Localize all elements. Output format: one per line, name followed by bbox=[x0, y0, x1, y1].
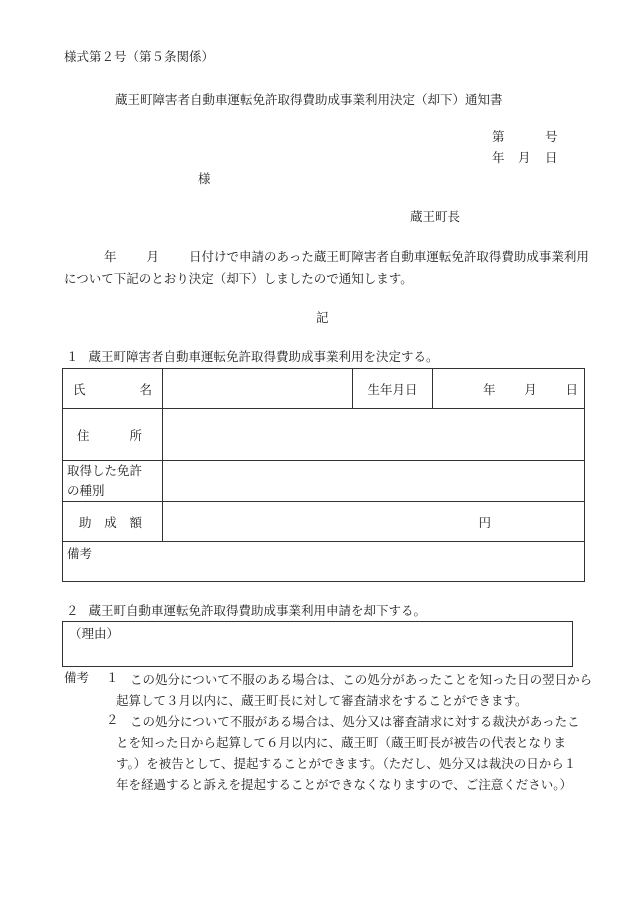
note1-number: １ bbox=[106, 670, 119, 685]
date-year: 年 bbox=[492, 150, 505, 165]
recipient-table bbox=[62, 368, 585, 582]
amount-label-cell bbox=[63, 502, 163, 542]
birth-label-cell bbox=[353, 369, 433, 409]
license-value-cell bbox=[163, 461, 585, 502]
remarks-label: 備考 bbox=[67, 546, 93, 561]
section1-text: 蔵王町障害者自動車運転免許取得費助成事業利用を決定する。 bbox=[88, 349, 439, 364]
document-title: 蔵王町障害者自動車運転免許取得費助成事業利用決定（却下）通知書 bbox=[115, 92, 503, 107]
birth-year: 年 bbox=[483, 381, 496, 397]
license-row bbox=[63, 461, 585, 502]
note2-text: この処分について不服がある場合は、処分又は審査請求に対する裁決があったことを知った日から起算して６月以内に、蔵王町（蔵王町長が被告の代表となります。）を被告として、提起することができます。（ただし、処分又は裁決の日から１年を経過すると訴えを提起することができなくなりますので、ご注意ください。） bbox=[116, 714, 580, 792]
notes-label: 備考 bbox=[64, 670, 90, 685]
sender: 蔵王町長 bbox=[410, 209, 461, 224]
birth-label: 生年月日 bbox=[367, 381, 418, 397]
note2-number: ２ bbox=[106, 712, 119, 727]
section2-text: 蔵王町自動車運転免許取得費助成事業利用申請を却下する。 bbox=[88, 603, 427, 618]
birth-month: 月 bbox=[524, 381, 537, 397]
name-value-cell bbox=[163, 369, 353, 409]
doc-number-dai: 第 bbox=[492, 129, 505, 144]
ki-heading: 記 bbox=[316, 310, 329, 325]
birth-value-cell bbox=[433, 369, 585, 409]
amount-row bbox=[63, 502, 585, 542]
name-label-c1: 氏 bbox=[73, 381, 86, 397]
date-month: 月 bbox=[518, 150, 531, 165]
name-row bbox=[63, 369, 585, 409]
remarks-row bbox=[63, 542, 585, 582]
amount-value-cell bbox=[163, 502, 585, 542]
section1-number: １ bbox=[66, 349, 79, 364]
license-label-line2: の種別 bbox=[67, 483, 105, 498]
section2-heading bbox=[66, 603, 426, 618]
note1-text: この処分について不服のある場合は、この処分があったことを知った日の翌日から起算して３月以内に、蔵王町長に対して審査請求をすることができます。 bbox=[116, 672, 593, 708]
address-label-c2: 所 bbox=[129, 427, 142, 443]
address-label-cell bbox=[63, 409, 163, 461]
birth-day: 日 bbox=[565, 381, 578, 397]
doc-number-go: 号 bbox=[545, 129, 558, 144]
address-value-cell bbox=[163, 409, 585, 461]
license-label-cell bbox=[63, 461, 163, 502]
license-label-line1: 取得した免許 bbox=[67, 463, 143, 478]
name-label-cell bbox=[63, 369, 163, 409]
amount-label-c1: 助 bbox=[79, 514, 92, 530]
body-month: 月 bbox=[146, 249, 160, 264]
address-label-c1: 住 bbox=[77, 427, 90, 443]
body-text: 日付けで申請のあった蔵王町障害者自動車運転免許取得費助成事業利用について下記のとおり決定（却下）しましたので通知します。 bbox=[64, 249, 589, 286]
body-paragraph bbox=[64, 246, 594, 290]
addressee-suffix: 様 bbox=[198, 171, 211, 186]
address-row bbox=[63, 409, 585, 461]
body-year: 年 bbox=[104, 249, 117, 264]
amount-label-c3: 額 bbox=[129, 514, 142, 530]
date-day: 日 bbox=[545, 150, 558, 165]
section2-number: ２ bbox=[66, 603, 79, 618]
form-number: 様式第２号（第５条関係） bbox=[64, 49, 215, 64]
name-label-c2: 名 bbox=[139, 381, 152, 397]
reason-label: （理由） bbox=[69, 626, 120, 641]
remarks-cell bbox=[63, 542, 585, 582]
yen-unit: 円 bbox=[478, 514, 491, 530]
reason-box bbox=[62, 621, 573, 667]
amount-label-c2: 成 bbox=[104, 514, 117, 530]
section1-heading bbox=[66, 349, 439, 364]
